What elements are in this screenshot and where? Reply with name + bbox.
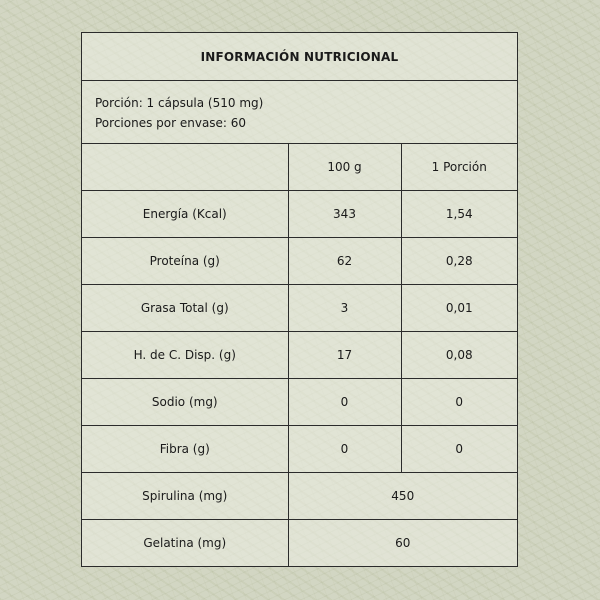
nutrient-label: Energía (Kcal) xyxy=(82,191,288,238)
value-per-portion: 0,08 xyxy=(401,332,517,379)
value-per-100g: 17 xyxy=(288,332,401,379)
nutrient-label: Sodio (mg) xyxy=(82,379,288,426)
nutrient-label: Grasa Total (g) xyxy=(82,285,288,332)
nutrition-table xyxy=(82,144,517,566)
header-row xyxy=(82,144,517,191)
panel-title: INFORMACIÓN NUTRICIONAL xyxy=(82,33,517,81)
ingredient-row xyxy=(82,473,517,520)
portion-size: Porción: 1 cápsula (510 mg) xyxy=(95,96,264,110)
table-row xyxy=(82,426,517,473)
header-per-100g: 100 g xyxy=(288,144,401,191)
table-row xyxy=(82,332,517,379)
portion-info xyxy=(82,80,517,144)
ingredient-amount: 60 xyxy=(288,520,517,567)
servings-per-container: Porciones por envase: 60 xyxy=(95,116,247,130)
value-per-portion: 0,01 xyxy=(401,285,517,332)
table-row xyxy=(82,191,517,238)
table-row xyxy=(82,238,517,285)
nutrient-label: H. de C. Disp. (g) xyxy=(82,332,288,379)
value-per-portion: 1,54 xyxy=(401,191,517,238)
ingredient-label: Gelatina (mg) xyxy=(82,520,288,567)
nutrient-label: Fibra (g) xyxy=(82,426,288,473)
value-per-100g: 0 xyxy=(288,379,401,426)
nutrition-facts-panel xyxy=(81,32,518,567)
ingredient-label: Spirulina (mg) xyxy=(82,473,288,520)
ingredient-amount: 450 xyxy=(288,473,517,520)
header-empty-cell xyxy=(82,144,288,191)
header-per-portion: 1 Porción xyxy=(401,144,517,191)
value-per-portion: 0 xyxy=(401,426,517,473)
value-per-100g: 0 xyxy=(288,426,401,473)
value-per-portion: 0,28 xyxy=(401,238,517,285)
table-row xyxy=(82,285,517,332)
value-per-100g: 3 xyxy=(288,285,401,332)
value-per-100g: 343 xyxy=(288,191,401,238)
value-per-portion: 0 xyxy=(401,379,517,426)
nutrient-label: Proteína (g) xyxy=(82,238,288,285)
ingredient-row xyxy=(82,520,517,567)
value-per-100g: 62 xyxy=(288,238,401,285)
table-row xyxy=(82,379,517,426)
